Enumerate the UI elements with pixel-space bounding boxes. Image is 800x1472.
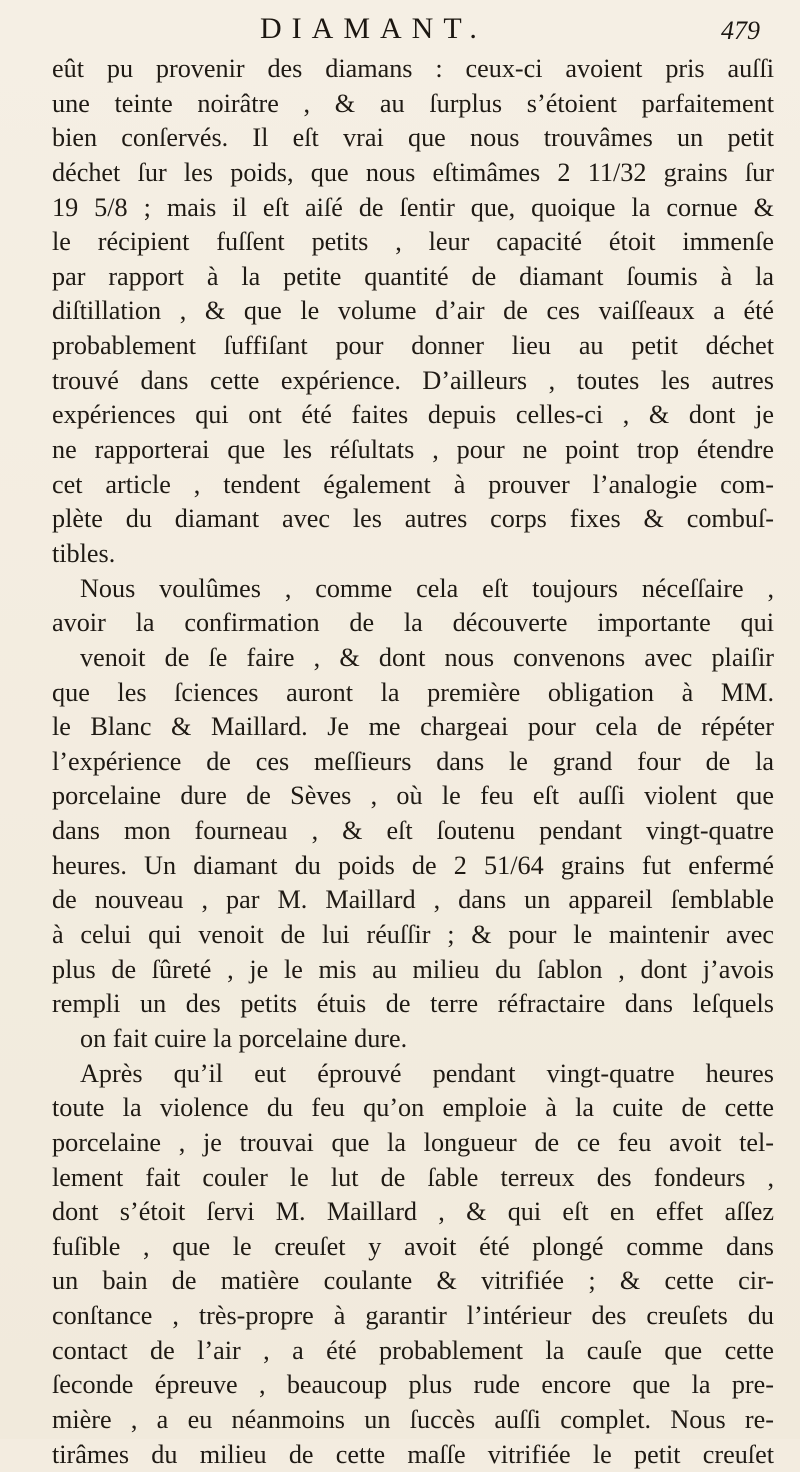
text-line: heures. Un diamant du poids de 2 51/64 grains fut enfermé — [52, 850, 774, 880]
text-line: porcelaine , je trouvai que la longueur de ce feu avoit tel- — [52, 1127, 774, 1157]
paragraph-start-line: Nous voulûmes , comme cela eſt toujours néceſſaire , — [80, 573, 774, 603]
text-line: probablement ſuffiſant pour donner lieu au petit déchet — [52, 331, 774, 361]
paragraph-end-line: tibles. — [52, 538, 116, 568]
text-line: l’expérience de ces meſſieurs dans le grand four de la — [52, 746, 774, 776]
paragraph-start-line: Après qu’il eut éprouvé pendant vingt-quatre heures — [80, 1058, 774, 1088]
text-line: une teinte noirâtre , & au ſurplus s’étoient parfaitement — [52, 88, 774, 118]
text-line: le récipient fuſſent petits , leur capacité étoit immenſe — [52, 227, 774, 257]
text-line: lement fait couler le lut de ſable terreux des fondeurs , — [52, 1162, 774, 1192]
text-line: mière , a eu néanmoins un ſuccès auſſi complet. Nous re- — [52, 1404, 774, 1434]
text-line: dont s’étoit ſervi M. Maillard , & qui eſt en effet aſſez — [52, 1197, 774, 1227]
text-line: ne rapporterai que les réſultats , pour ne point trop étendre — [52, 435, 774, 465]
text-line: déchet ſur les poids, que nous eſtimâmes 2 11/32 grains ſur — [52, 157, 774, 187]
body-text — [52, 52, 774, 1472]
text-line: à celui qui venoit de lui réuſſir ; & pour le maintenir avec — [52, 920, 774, 950]
text-line: un bain de matière coulante & vitrifiée ; & cette cir- — [52, 1266, 774, 1296]
text-line: dans mon fourneau , & eſt ſoutenu pendant vingt-quatre — [52, 816, 774, 846]
text-line: le Blanc & Maillard. Je me chargeai pour cela de répéter — [52, 712, 774, 742]
text-line: avoir la confirmation de la découverte importante qui — [52, 608, 774, 638]
text-line: plus de ſûreté , je le mis au milieu du ſablon , dont j’avois — [52, 954, 774, 984]
text-line: diſtillation , & que le volume d’air de ces vaiſſeaux a été — [52, 296, 774, 326]
text-line: ſeconde épreuve , beaucoup plus rude encore que la pre- — [52, 1370, 774, 1400]
text-line: fuſible , que le creuſet y avoit été plongé comme dans — [52, 1231, 774, 1261]
text-line: 19 5/8 ; mais il eſt aiſé de ſentir que, quoique la cornue & — [52, 192, 774, 222]
page-number: 479 — [721, 16, 760, 45]
text-line: eût pu provenir des diamans : ceux-ci avoient pris auſſi — [52, 54, 774, 83]
text-line: cet article , tendent également à prouver l’analogie com- — [52, 469, 774, 499]
page-header — [80, 12, 760, 50]
text-line: trouvé dans cette expérience. D’ailleurs , toutes les autres — [52, 365, 774, 395]
text-line: expériences qui ont été faites depuis celles-ci , & dont je — [52, 400, 774, 430]
text-line: de nouveau , par M. Maillard , dans un appareil ſemblable — [52, 885, 774, 915]
text-line: rempli un des petits étuis de terre réfractaire dans leſquels — [52, 989, 774, 1019]
text-line: bien conſervés. Il eſt vrai que nous trouvâmes un petit — [52, 123, 774, 153]
text-line: toute la violence du feu qu’on emploie à la cuite de cette — [52, 1093, 774, 1123]
text-line: contact de l’air , a été probablement la cauſe que cette — [52, 1335, 774, 1365]
running-title: DIAMANT. — [260, 12, 487, 45]
text-line: tirâmes du milieu de cette maſſe vitrifiée le petit creuſet — [52, 1439, 774, 1469]
text-line: porcelaine dure de Sèves , où le feu eſt auſſi violent que — [52, 781, 774, 811]
text-line: par rapport à la petite quantité de diamant ſoumis à la — [52, 261, 774, 291]
text-line: venoit de ſe faire , & dont nous convenons avec plaiſir — [80, 642, 774, 672]
text-line: plète du diamant avec les autres corps fixes & combuſ- — [52, 504, 774, 534]
text-line: conſtance , très-propre à garantir l’intérieur des creuſets du — [52, 1301, 774, 1331]
text-line: que les ſciences auront la première obligation à MM. — [52, 677, 774, 707]
paragraph-end-line: on fait cuire la porcelaine dure. — [80, 1023, 408, 1053]
